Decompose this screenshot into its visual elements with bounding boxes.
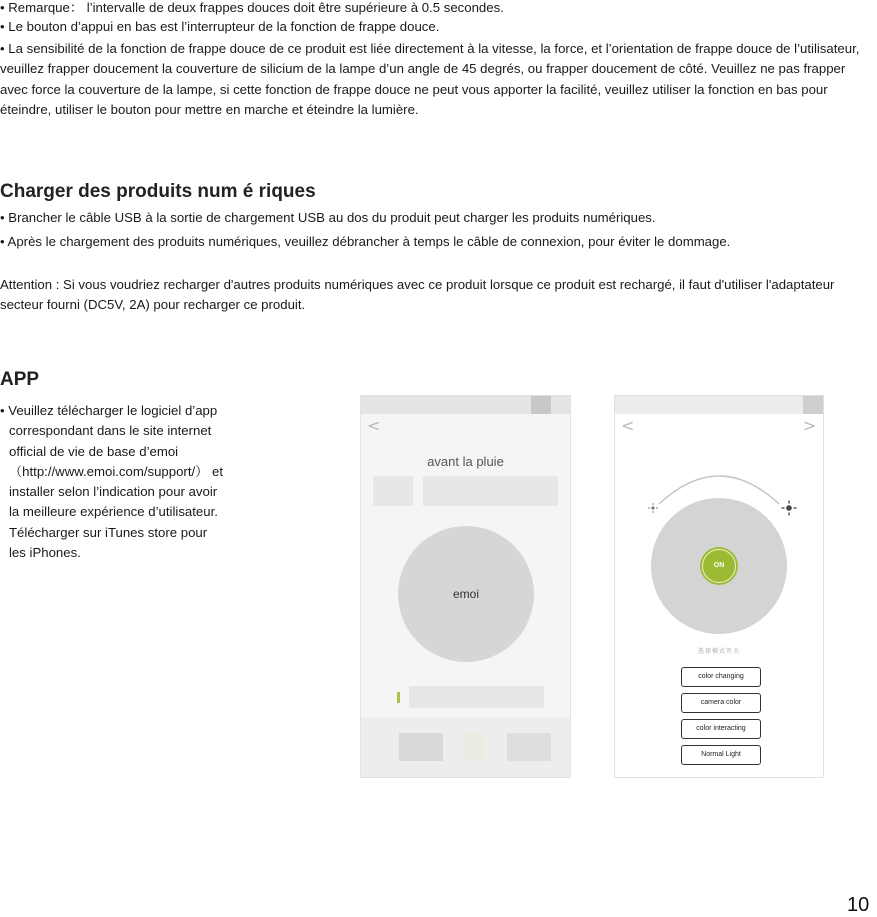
charging-heading: Charger des produits num é riques bbox=[0, 181, 316, 202]
emoi-label: emoi bbox=[452, 587, 479, 601]
mode-color-changing-button[interactable]: color changing bbox=[681, 667, 761, 687]
page-number: 10 bbox=[847, 894, 870, 916]
brightness-high-icon bbox=[781, 500, 797, 516]
app-line: correspondant dans le site internet bbox=[9, 423, 212, 439]
app-screenshot-modes bbox=[614, 395, 824, 778]
mode-camera-color-button[interactable]: camera color bbox=[681, 693, 761, 713]
app-screenshot-main bbox=[360, 395, 571, 778]
on-button[interactable]: ON bbox=[700, 547, 738, 585]
status-bar bbox=[615, 396, 823, 414]
chevron-right-icon[interactable]: > bbox=[803, 416, 817, 435]
slider-indicator bbox=[397, 692, 400, 703]
blurred-tile bbox=[373, 476, 413, 506]
app-line: les iPhones. bbox=[9, 545, 81, 561]
blurred-tile bbox=[423, 476, 558, 506]
charging-para-2: • Après le chargement des produits numériques, veuillez débrancher à temps le câble de connexion, pour éviter le dommage. bbox=[0, 234, 731, 249]
blurred-tile bbox=[409, 686, 544, 708]
charging-para-1: • Brancher le câble USB à la sortie de chargement USB au dos du produit peut charger les produits numériques. bbox=[0, 210, 656, 225]
lamp-control-circle[interactable] bbox=[398, 526, 534, 662]
chevron-left-icon[interactable]: < bbox=[367, 416, 381, 435]
app-heading: APP bbox=[0, 369, 40, 390]
app-line: Télécharger sur iTunes store pour bbox=[9, 524, 208, 540]
status-icon bbox=[803, 396, 823, 414]
toolbar-button[interactable] bbox=[463, 733, 485, 761]
app-line: la meilleure expérience d’utilisateur. bbox=[9, 504, 218, 520]
app-line: official de vie de base d’emoi bbox=[9, 443, 179, 459]
charging-attention: Attention : Si vous voudriez recharger d'autres produits numériques avec ce produit lorsque ce produit est rechargé, il faut d'utiliser l'adaptateur secteur fourni (DC5V, 2A) pour recharger ce produit. bbox=[0, 277, 835, 313]
screen-title: avant la pluie bbox=[427, 454, 504, 469]
note-button: • Le bouton d’appui en bas est l’interrupteur de la fonction de frappe douce. bbox=[0, 19, 440, 34]
toolbar-button[interactable] bbox=[399, 733, 443, 761]
mode-caption: 选择模式开关 bbox=[697, 649, 740, 655]
mode-color-interacting-button[interactable]: color interacting bbox=[681, 719, 761, 739]
app-line: • Veuillez télécharger le logiciel d’app bbox=[0, 403, 218, 418]
brightness-low-icon bbox=[647, 502, 659, 514]
status-icon bbox=[531, 396, 551, 414]
app-line: （http://www.emoi.com/support/） et bbox=[9, 463, 224, 479]
lamp-control-circle[interactable] bbox=[651, 498, 787, 634]
note-interval: • Remarque： l’intervalle de deux frappes douces doit être supérieure à 0.5 secondes. bbox=[0, 0, 504, 15]
mode-normal-light-button[interactable]: Normal Light bbox=[681, 745, 761, 765]
note-sensitivity: • La sensibilité de la fonction de frappe douce de ce produit est liée directement à la vitesse, la force, et l’orientation de frappe douce de l’utilisateur, veuillez frapper doucement la couverture de silicium de la lampe d’un angle de 45 degrés, ou frapper doucement de côté. Veuillez ne pas frapper avec force la couverture de la lampe, si cette fonction de frappe douce ne peut vous apporter la facilité, veuillez utiliser la fonction en bas pour éteindre, utiliser le bouton pour mettre en marche et éteindre la lumière. bbox=[0, 41, 860, 117]
chevron-left-icon[interactable]: < bbox=[621, 416, 635, 435]
app-instructions bbox=[0, 401, 300, 563]
toolbar-button[interactable] bbox=[507, 733, 551, 761]
app-line: installer selon l’indication pour avoir bbox=[9, 484, 218, 500]
